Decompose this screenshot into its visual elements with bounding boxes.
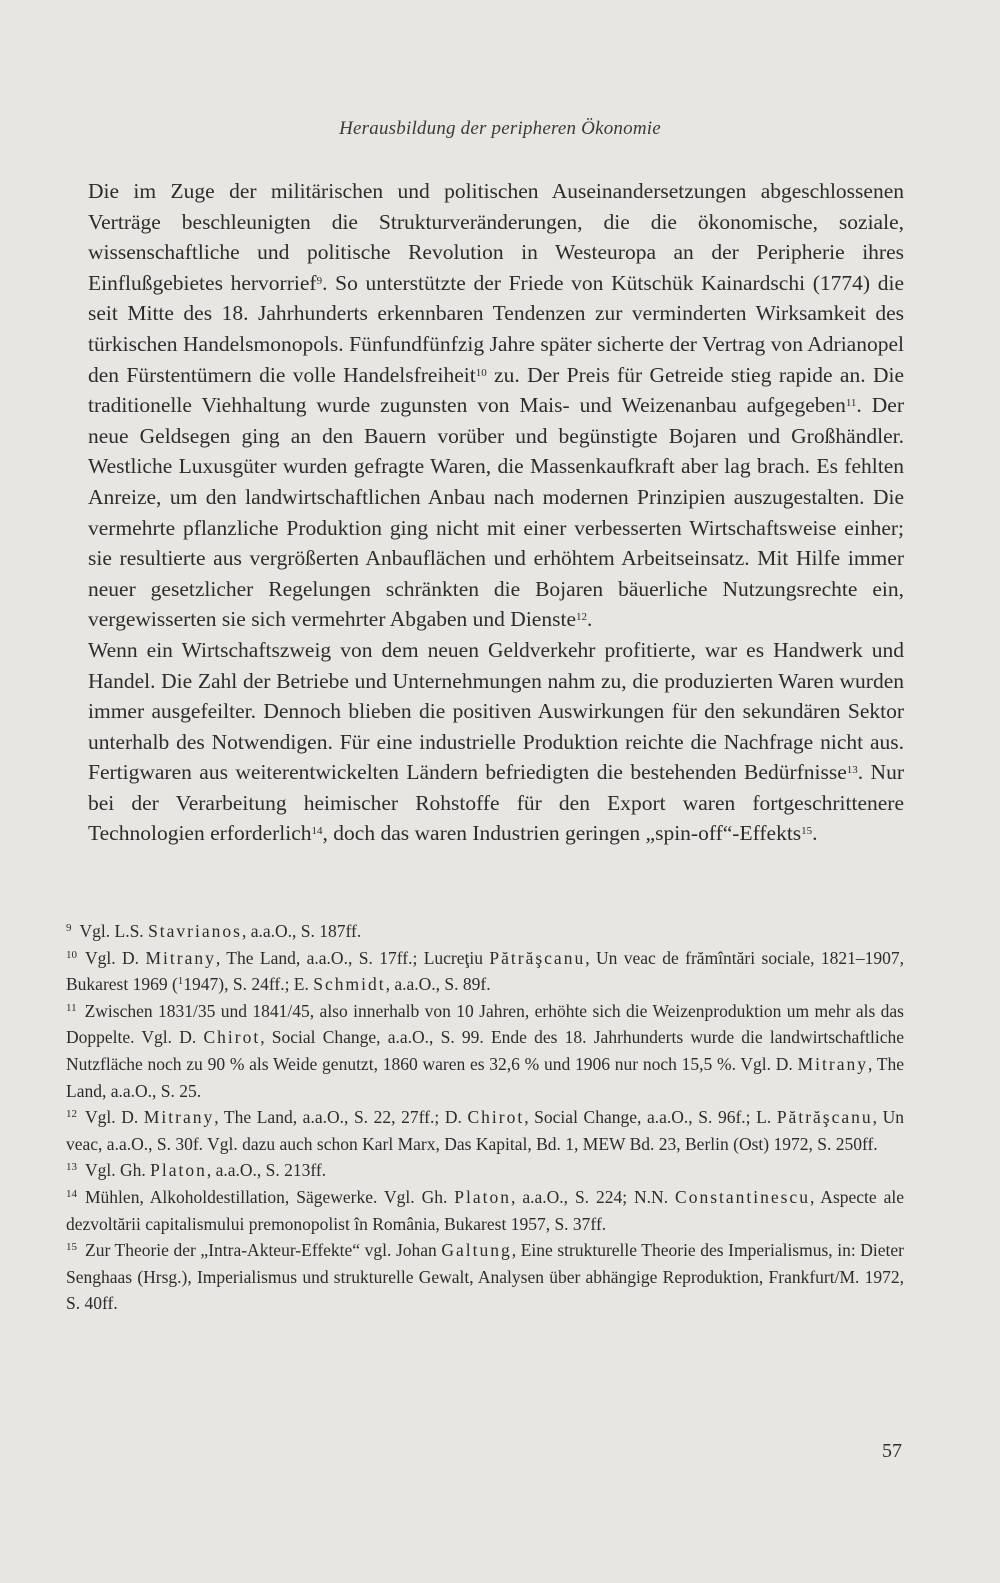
text-run: , Social Change, a.a.O., S. 96f.; L. <box>524 1107 777 1128</box>
page-number: 57 <box>882 1440 902 1462</box>
text-run: Mühlen, Alkoholdestillation, Sägewerke. Vgl. Gh. <box>85 1186 455 1207</box>
footnote-10 <box>66 945 904 998</box>
text-run: Vgl. Gh. <box>85 1160 151 1181</box>
text-run: Wenn ein Wirtschaftszweig von dem neuen Geldverkehr profitierte, war es Handwerk und Handel. Die Zahl der Betriebe und Unternehmungen nahm zu, die produzierten Waren wurden immer ausgefeilter. Dennoch blieben die positiven Auswirkungen für den sekundären Sektor unterhalb des Notwendigen. Für eine industrielle Produktion reichte die Nachfrage nicht aus. Fertigwaren aus weiterentwickelten Ländern befriedigten die bestehenden Bedürfnisse <box>88 637 904 785</box>
footnote-ref-15[interactable]: 15 <box>801 825 813 838</box>
text-run: Vgl. D. <box>85 947 146 968</box>
author-name: Platon <box>150 1160 207 1181</box>
text-run: . So unterstützte der Friede von Kütschük Kainardschi (1774) die seit Mitte des 18. Jahrhunderts erkennbaren Tendenzen zur verminderten Wirksamkeit des türkischen Handelsmonopols. Fünfundfünfzig Jahre später sicherte der Vertrag von Adrianopel den Fürstentümern die volle Handelsfreiheit <box>88 270 904 387</box>
running-head: Herausbildung der peripheren Ökonomie <box>339 118 661 139</box>
text-run: zu. Der Preis für Getreide stieg rapide an. Die traditionelle Viehhaltung wurde zugunsten von Mais- und Weizenanbau aufgegeben <box>88 362 904 418</box>
text-run: , The Land, a.a.O., S. 22, 27ff.; D. <box>214 1107 468 1128</box>
text-run: 1947), S. 24ff.; E. <box>183 974 314 995</box>
author-name: Chirot <box>467 1107 525 1128</box>
author-name: Galtung <box>441 1240 512 1261</box>
footnote-ref-9[interactable]: 9 <box>316 274 323 287</box>
footnote-ref-11[interactable]: 11 <box>845 397 857 410</box>
text-run: Vgl. D. <box>85 1107 144 1128</box>
footnote-9 <box>66 918 904 945</box>
text-run: , a.a.O., S. 89f. <box>385 974 491 995</box>
text-run: Zur Theorie der „Intra-Akteur-Effekte“ vgl. Johan <box>85 1240 442 1261</box>
footnote-15 <box>66 1237 904 1317</box>
main-text <box>88 176 904 849</box>
author-name: Mitrany <box>143 1107 215 1128</box>
footnote-number: 12 <box>66 1108 77 1121</box>
footnote-ref-14[interactable]: 14 <box>311 825 323 838</box>
author-name: Platon <box>454 1186 512 1207</box>
text-run: Zwischen 1831/35 und 1841/45, also innerhalb von 10 Jahren, erhöhte sich die Weizenproduktion um mehr als das Doppelte. Vgl. D. <box>66 1000 904 1048</box>
text-run: , Aspecte ale dezvoltării capitalismului premonopolist în România, Bukarest 1957, S. 37ff. <box>66 1186 905 1234</box>
footnotes <box>66 918 904 1317</box>
text-run: , Social Change, a.a.O., S. 99. Ende des 18. Jahrhunderts wurde die landwirtschaftliche Nutzfläche noch zu 90 % als Weide genutzt, 1860 waren es 32,6 % und 1906 nur noch 15,5 %. Vgl. D. <box>66 1027 904 1074</box>
footnote-ref-12[interactable]: 12 <box>575 611 587 624</box>
footnote-number: 11 <box>66 1001 77 1014</box>
footnote-number: 15 <box>66 1241 77 1254</box>
footnote-number: 13 <box>66 1161 77 1174</box>
text-run: , The Land, a.a.O., S. 25. <box>66 1053 904 1101</box>
text-run: Vgl. L.S. <box>79 921 149 941</box>
footnote-number: 10 <box>66 948 77 961</box>
footnote-14 <box>66 1184 904 1237</box>
author-name: Mitrany <box>797 1053 868 1074</box>
text-run: , a.a.O., S. 213ff. <box>206 1160 327 1181</box>
text-run: , Eine strukturelle Theorie des Imperialismus, in: Dieter Senghaas (Hrsg.), Imperialismus und strukturelle Gewalt, Analysen über abhängige Reproduktion, Frankfurt/M. 1972, S. 40ff. <box>66 1240 905 1314</box>
edition-superscript: 1 <box>177 975 184 988</box>
author-name: Chirot <box>203 1027 261 1048</box>
footnote-11 <box>66 998 904 1104</box>
paragraph-2 <box>88 635 904 849</box>
author-name: Pătrăşcanu <box>489 947 586 968</box>
footnote-number: 9 <box>66 922 72 934</box>
footnote-13 <box>66 1157 904 1184</box>
text-run: , The Land, a.a.O., S. 17ff.; Lucreţiu <box>215 947 490 968</box>
text-run: Die im Zuge der militärischen und politischen Auseinandersetzungen abgeschlossenen Verträge beschleunigten die Strukturveränderungen, die die ökonomische, soziale, wissenschaftliche und politische Revolution in Westeuropa an der Peripherie ihres Einflußgebietes hervorrief <box>88 179 904 295</box>
author-name: Schmidt <box>313 974 386 995</box>
author-name: Mitrany <box>145 947 216 968</box>
footnote-12 <box>66 1104 904 1157</box>
footnote-ref-10[interactable]: 10 <box>475 366 487 379</box>
text-run: . Nur bei der Verarbeitung heimischer Rohstoffe für den Export waren fortgeschrittenere Technologien erforderlich <box>88 760 904 846</box>
text-run: , a.a.O., S. 187ff. <box>241 921 362 941</box>
footnote-number: 14 <box>66 1187 77 1200</box>
paragraph-1 <box>88 176 904 635</box>
author-name: Constantinescu <box>675 1186 810 1207</box>
text-run: , Un veac de frămîntări sociale, 1821–1907, Bukarest 1969 ( <box>66 947 905 995</box>
text-run: . Der neue Geldsegen ging an den Bauern vorüber und begünstigte Bojaren und Großhändler. Westliche Luxusgüter wurden gefragte Waren, die Massenkaufkraft aber lag brach. Es fehlten Anreize, um den landwirtschaftlichen Anbau nach modernen Prinzipien auszugestalten. Die vermehrte pflanzliche Produktion ging nicht mit einer verbesserten Wirtschaftsweise einher; sie resultierte aus vergrößerten Anbauflächen und erhöhtem Arbeitseinsatz. Mit Hilfe immer neuer gesetzlicher Regelungen schränkten die Bojaren bäuerliche Nutzungsrechte ein, vergewisserten sie sich vermehrter Abgaben und Dienste <box>88 393 905 632</box>
text-run: . <box>812 821 818 846</box>
footnote-ref-13[interactable]: 13 <box>846 764 858 777</box>
text-run: . <box>586 607 593 632</box>
text-run: , doch das waren Industrien geringen „spin-off“-Effekts <box>322 821 802 846</box>
text-run: , Un veac, a.a.O., S. 30f. Vgl. dazu auch schon Karl Marx, Das Kapital, Bd. 1, MEW Bd. 23, Berlin (Ost) 1972, S. 250ff. <box>66 1107 905 1154</box>
author-name: Stavrianos <box>148 921 242 941</box>
author-name: Pătrăşcanu <box>776 1107 873 1128</box>
text-run: , a.a.O., S. 224; N.N. <box>511 1186 676 1207</box>
